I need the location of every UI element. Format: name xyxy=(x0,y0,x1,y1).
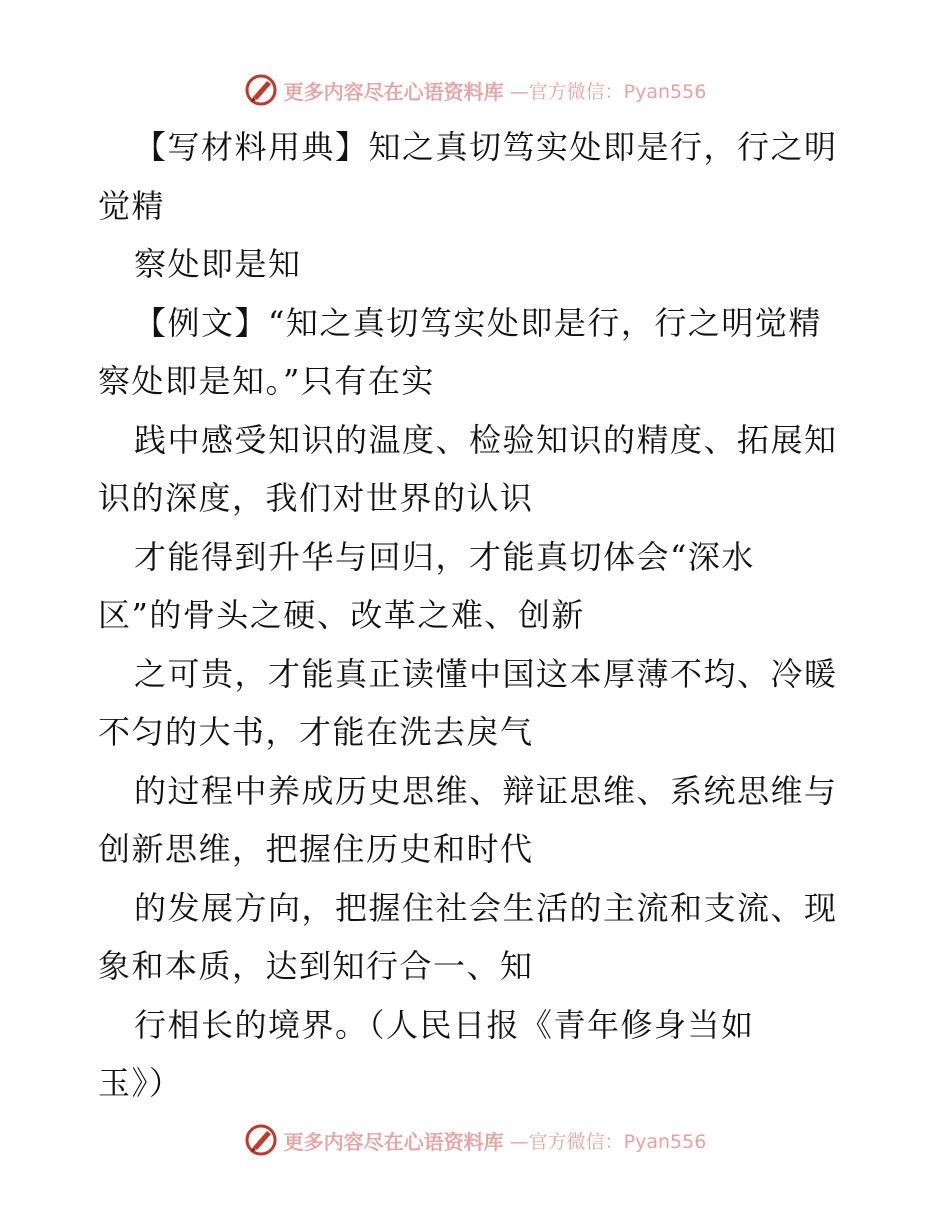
document-body xyxy=(98,118,858,1113)
text-line: 才能得到升华与回归，才能真切体会“深水 xyxy=(134,537,755,576)
footer-banner-sub: —官方微信：Pyan556 xyxy=(509,1130,707,1153)
text-line: 觉精 xyxy=(98,186,166,225)
text-line: 识的深度，我们对世界的认识 xyxy=(98,479,534,517)
footer-banner xyxy=(0,1120,950,1160)
text-line: 察处即是知。”只有在实 xyxy=(98,362,435,400)
header-banner-sub: —官方微信：Pyan556 xyxy=(509,80,707,103)
footer-banner-main: 更多内容尽在心语资料库 xyxy=(283,1129,504,1154)
text-line: 的过程中养成历史思维、辩证思维、系统思维与 xyxy=(134,771,838,810)
text-line: 之可贵，才能真正读懂中国这本厚薄不均、冷暖 xyxy=(134,654,838,693)
text-line: 玉》） xyxy=(98,1064,183,1102)
text-line: 行相长的境界。（人民日报《青年修身当如 xyxy=(134,1005,755,1044)
text-line: 践中感受知识的温度、检验知识的精度、拓展知 xyxy=(134,420,838,459)
header-banner xyxy=(0,70,950,110)
pen-logo-icon xyxy=(244,1123,278,1157)
text-line: 象和本质，达到知行合一、知 xyxy=(98,947,534,985)
text-line: 不匀的大书，才能在洗去戾气 xyxy=(98,713,534,751)
header-banner-main: 更多内容尽在心语资料库 xyxy=(283,79,504,104)
text-line: 区”的骨头之硬、改革之难、创新 xyxy=(98,596,585,634)
text-line: 【写材料用典】知之真切笃实处即是行，行之明 xyxy=(134,128,838,166)
text-line: 的发展方向，把握住社会生活的主流和支流、现 xyxy=(134,888,838,927)
text-line: 创新思维，把握住历史和时代 xyxy=(98,830,534,868)
pen-logo-icon xyxy=(244,73,278,107)
text-line: 察处即是知 xyxy=(134,245,302,283)
text-line: 【例文】“知之真切笃实处即是行，行之明觉精 xyxy=(134,303,822,342)
